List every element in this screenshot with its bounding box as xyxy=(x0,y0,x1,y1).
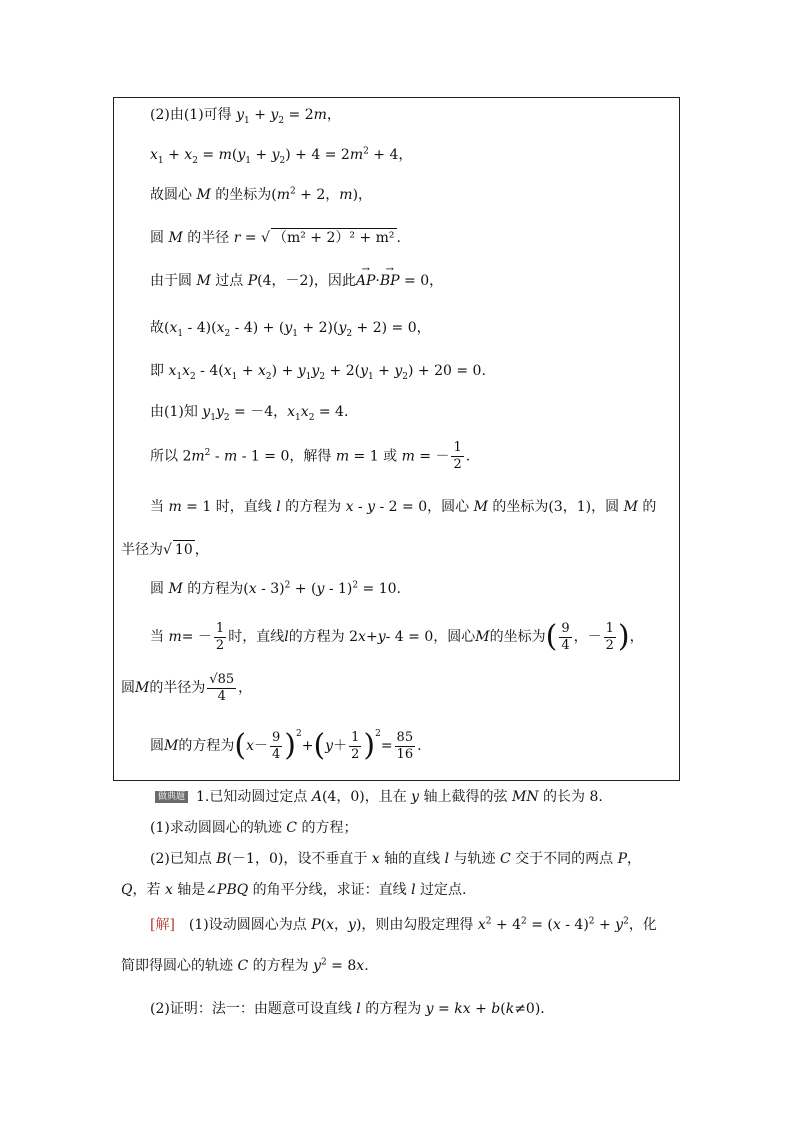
sub: 2 xyxy=(190,371,196,382)
text: 过点 xyxy=(210,273,248,289)
right-paren: ) xyxy=(363,728,376,763)
text: 的方程为 xyxy=(280,499,346,515)
sub: 2 xyxy=(265,371,272,382)
text: 圆 xyxy=(150,230,169,246)
solution-label: [解] xyxy=(150,917,175,933)
sub: 1 xyxy=(210,412,216,423)
text: 与轨迹 xyxy=(449,851,500,867)
sub: 2 xyxy=(223,412,230,423)
var: P xyxy=(311,917,321,933)
var: PBQ xyxy=(217,882,249,898)
text: = xyxy=(240,230,262,246)
text: ， xyxy=(627,851,642,867)
text: (4，－2)，因此 xyxy=(257,273,356,289)
text: + 4 xyxy=(491,917,522,933)
solution-line-4 xyxy=(150,228,401,247)
text: ) + 4 = 2 xyxy=(285,147,350,163)
text: (4，0)，且在 xyxy=(321,789,412,805)
fraction xyxy=(604,621,616,654)
var: l xyxy=(411,882,416,898)
text: = 0， xyxy=(399,273,444,289)
text: . xyxy=(364,958,369,974)
left-paren: ( xyxy=(313,728,326,763)
sub: 1 xyxy=(176,371,183,382)
text: - xyxy=(353,499,368,515)
var: y xyxy=(338,320,347,336)
var: A xyxy=(311,789,322,805)
fraction xyxy=(559,621,571,654)
text: 时，直线 xyxy=(228,629,285,645)
text: = ( xyxy=(526,917,553,933)
sub: 1 xyxy=(305,371,312,382)
var: y xyxy=(377,629,386,645)
numerator: 85 xyxy=(396,729,414,745)
text: - 1) xyxy=(324,581,353,597)
text: 轴的直线 xyxy=(379,851,445,867)
text: ) + 20 = 0. xyxy=(408,363,486,379)
sub: 2 xyxy=(192,155,198,166)
text: ， xyxy=(334,917,349,933)
text: (－1，0)，设不垂直于 xyxy=(226,851,372,867)
var: Q xyxy=(121,882,133,898)
var: y xyxy=(316,581,325,597)
text: )， xyxy=(352,187,373,203)
solution-line-2 xyxy=(150,146,412,164)
var: l xyxy=(356,1001,361,1017)
var: x xyxy=(477,917,486,933)
sub: 2 xyxy=(278,115,285,126)
var: y xyxy=(284,320,293,336)
left-paren: ( xyxy=(234,728,247,763)
text: + xyxy=(237,363,259,379)
text: 半径为 xyxy=(121,542,163,558)
var: y xyxy=(348,917,356,933)
var: y xyxy=(425,1001,434,1017)
solution-line-15: 圆 M 的方程为 ( x － $\frac{9}{4}$ ) 2 + ( y ＋ $\frac{1}{2}$ ) 2 = $\frac{85}{16}$ . xyxy=(150,728,422,763)
denominator: 2 xyxy=(453,457,462,472)
text: 的方程； xyxy=(297,820,358,836)
text: ≠0). xyxy=(514,1001,545,1017)
text: ) + xyxy=(271,363,298,379)
right-paren: ) xyxy=(617,619,630,654)
text: - 1 = 0，解得 xyxy=(237,448,336,465)
var: M xyxy=(168,581,183,597)
denominator: 16 xyxy=(396,746,414,762)
text: - 2 = 0，圆心 xyxy=(375,499,474,515)
text: 由于圆 xyxy=(150,273,197,289)
text: 的方程为 xyxy=(360,1001,426,1017)
question-line-3 xyxy=(150,850,641,868)
var: m xyxy=(191,448,205,465)
text: = xyxy=(380,738,393,754)
text: + xyxy=(373,363,395,379)
text: 即 xyxy=(150,363,169,379)
var: x xyxy=(168,363,177,379)
text: - 4 = 0，圆心 xyxy=(385,629,476,645)
sub: 2 xyxy=(224,328,231,339)
sqrt-sign: √ xyxy=(261,230,270,246)
var: k xyxy=(454,1001,463,1017)
var: y xyxy=(311,363,320,379)
denominator: 2 xyxy=(605,637,614,653)
var: x xyxy=(258,363,266,379)
numerator: 1 xyxy=(605,620,614,636)
left-paren: ( xyxy=(545,619,558,654)
solution-line-5 xyxy=(150,272,443,290)
text: (1)求动圆圆心的轨迹 xyxy=(150,820,287,836)
text: ( xyxy=(320,917,327,933)
var: m xyxy=(168,499,182,515)
text: 的长为 8. xyxy=(538,789,603,805)
text: - 4) + ( xyxy=(230,320,285,336)
dot: · xyxy=(375,273,380,289)
var: M xyxy=(168,230,183,246)
var: r xyxy=(233,230,241,246)
text: = 10. xyxy=(358,581,402,597)
text: 故( xyxy=(150,320,170,336)
numerator: 1 xyxy=(215,620,225,636)
var: m xyxy=(313,107,327,123)
text: ＋ xyxy=(333,738,348,754)
fraction xyxy=(349,730,361,763)
var: M xyxy=(473,499,488,515)
vector-ap: → AP xyxy=(356,272,376,290)
var: x xyxy=(371,851,380,867)
text: (2)已知点 xyxy=(150,851,217,867)
sub: 1 xyxy=(295,412,301,423)
text: + 4， xyxy=(368,147,413,163)
var: x xyxy=(184,147,193,163)
radicand: （m² + 2）² + m² xyxy=(272,230,395,246)
var: y xyxy=(297,363,306,379)
solution-line-7 xyxy=(150,362,486,380)
text: . xyxy=(465,448,471,465)
text: (2)证明：法一：由题意可设直线 xyxy=(150,1001,357,1017)
denominator: 4 xyxy=(561,637,570,653)
var: x xyxy=(462,1001,471,1017)
sup: 2 xyxy=(290,186,296,197)
numerator: 1 xyxy=(351,729,360,745)
var: M xyxy=(475,629,490,645)
sub: 1 xyxy=(231,371,238,382)
var: k xyxy=(505,1001,515,1017)
text: 过定点. xyxy=(415,882,467,898)
text: 的方程为 2 xyxy=(288,629,359,645)
text: = 1 时，直线 xyxy=(181,499,277,515)
answer-line-1 xyxy=(150,916,657,934)
text: + xyxy=(250,147,272,163)
var: MN xyxy=(511,789,539,805)
text: 的方程为 xyxy=(248,958,314,974)
fraction xyxy=(207,672,236,705)
solution-line-6 xyxy=(150,319,431,337)
sub: 2 xyxy=(346,328,353,339)
text: = xyxy=(197,147,219,163)
text: ( xyxy=(231,147,238,163)
denominator: 4 xyxy=(271,746,281,762)
text: 当 xyxy=(150,499,169,515)
text: = xyxy=(433,1001,455,1017)
text: = 2 xyxy=(284,107,314,123)
solution-line-14 xyxy=(121,668,252,708)
text: + 2) = 0， xyxy=(352,320,431,336)
text: ，－ xyxy=(573,629,602,645)
text: - xyxy=(210,448,225,465)
text: 的方程为( xyxy=(182,581,249,597)
var: l xyxy=(284,629,289,645)
text: 的半径 xyxy=(182,230,234,246)
var: x xyxy=(552,917,561,933)
text: ， xyxy=(194,542,209,558)
text: + ( xyxy=(290,581,317,597)
question-line-4 xyxy=(121,881,467,899)
sqrt-sign: √ xyxy=(163,542,172,558)
denominator: 4 xyxy=(217,688,226,704)
sup: 2 xyxy=(321,957,327,968)
var: y xyxy=(202,404,211,420)
var: m xyxy=(349,147,364,163)
sub: 1 xyxy=(177,328,184,339)
text: ， xyxy=(629,629,644,645)
text: - 3) xyxy=(256,581,285,597)
answer-line-2 xyxy=(121,957,369,975)
solution-line-10 xyxy=(150,498,656,516)
var: y xyxy=(325,738,334,754)
var: x xyxy=(358,629,366,645)
text: ，化 xyxy=(628,917,657,933)
sub: 2 xyxy=(308,412,315,423)
sup: 2 xyxy=(521,916,527,927)
text: + 2( xyxy=(325,363,361,379)
var: y xyxy=(367,499,376,515)
var: x xyxy=(248,581,257,597)
var: P xyxy=(617,851,628,867)
var: P xyxy=(247,273,258,289)
sub: 2 xyxy=(319,371,326,382)
text: (1)设动圆圆心为点 xyxy=(174,917,312,933)
text: － xyxy=(253,738,268,754)
answer-line-3 xyxy=(150,1000,545,1018)
solution-line-9 xyxy=(150,440,470,473)
sub: 1 xyxy=(367,371,374,382)
text: 所以 2 xyxy=(150,448,192,465)
var: m xyxy=(335,448,350,465)
text: 故圆心 xyxy=(150,187,197,203)
var: b xyxy=(491,1001,501,1017)
var: m xyxy=(218,147,232,163)
var: y xyxy=(615,917,624,933)
text: 简即得圆心的轨迹 xyxy=(121,958,238,974)
sub: 1 xyxy=(244,115,250,126)
numerator: √85 xyxy=(209,671,235,687)
text: 交于不同的两点 xyxy=(510,851,618,867)
solution-line-11 xyxy=(121,540,209,559)
denominator: 2 xyxy=(351,746,360,762)
example-badge: 做典题 xyxy=(155,791,188,803)
text: 轴是∠ xyxy=(172,882,218,898)
var: x xyxy=(150,147,158,163)
text: 圆 xyxy=(150,738,164,754)
text: + xyxy=(301,738,314,754)
text: 的半径为 xyxy=(149,680,206,696)
var: y xyxy=(394,363,403,379)
text: 轴上截得的弦 xyxy=(419,789,512,805)
solution-line-3 xyxy=(150,186,372,204)
text: + 2， xyxy=(295,187,340,203)
var: x xyxy=(300,404,309,420)
sup: 2 xyxy=(623,916,629,927)
text: - 4)( xyxy=(183,320,217,336)
sub: 1 xyxy=(157,155,164,166)
var: C xyxy=(286,820,297,836)
numerator: 9 xyxy=(271,729,281,745)
text: 的坐标为 xyxy=(489,629,546,645)
var: m xyxy=(276,187,290,203)
text: + xyxy=(470,1001,492,1017)
text: 的坐标为( xyxy=(210,187,277,203)
var: m xyxy=(224,448,238,465)
text: 由(1)知 xyxy=(150,404,203,420)
fraction xyxy=(451,440,463,473)
var: y xyxy=(313,958,321,974)
text: = － xyxy=(414,448,450,465)
solution-line-13 xyxy=(150,620,644,654)
var: M xyxy=(623,499,638,515)
text: + xyxy=(163,147,185,163)
text: 的 xyxy=(637,499,657,515)
text: = －4， xyxy=(229,404,288,420)
text: ， xyxy=(238,680,253,696)
var: y xyxy=(411,789,420,805)
var: x xyxy=(246,738,254,754)
var: y xyxy=(360,363,368,379)
var: l xyxy=(444,851,450,867)
text: 当 xyxy=(150,629,164,645)
sub: 2 xyxy=(402,371,409,382)
var: m xyxy=(339,187,353,203)
vector-bp: → BP xyxy=(380,272,400,290)
text: 的方程为 xyxy=(178,738,235,754)
question-line-1 xyxy=(155,788,603,806)
var: x xyxy=(164,882,173,898)
sup: 2 xyxy=(204,447,211,458)
var: x xyxy=(182,363,190,379)
text: = 8 xyxy=(326,958,357,974)
solution-line-1 xyxy=(150,106,341,124)
text: = 1 或 xyxy=(349,448,402,465)
var: x xyxy=(169,320,178,336)
numerator: 9 xyxy=(561,620,570,636)
var: y xyxy=(215,404,224,420)
solution-line-12 xyxy=(150,580,401,598)
var: m xyxy=(401,448,415,465)
radicand: 10 xyxy=(174,542,193,558)
var: M xyxy=(196,273,211,289)
text: - 4( xyxy=(195,363,224,379)
var: M xyxy=(164,738,179,754)
var: y xyxy=(270,107,279,123)
var: C xyxy=(499,851,511,867)
text: = － xyxy=(181,629,212,645)
text: + xyxy=(594,917,616,933)
sup: 2 xyxy=(284,580,291,591)
sub: 2 xyxy=(279,155,286,166)
sub: 1 xyxy=(292,328,298,339)
text: ， xyxy=(326,107,341,123)
var: x xyxy=(326,917,335,933)
fraction xyxy=(270,730,282,763)
text: ，若 xyxy=(132,882,165,898)
var: B xyxy=(216,851,227,867)
sup: 2 xyxy=(352,580,359,591)
var: x xyxy=(223,363,232,379)
text: - 4) xyxy=(560,917,589,933)
var: x xyxy=(287,404,296,420)
sup: 2 xyxy=(588,916,595,927)
denominator: 2 xyxy=(215,637,225,653)
var: x xyxy=(356,958,365,974)
var: x xyxy=(345,499,354,515)
solution-line-8 xyxy=(150,403,348,421)
text: . xyxy=(417,738,422,754)
text: + xyxy=(249,107,271,123)
var: M xyxy=(135,680,150,696)
fraction xyxy=(214,621,226,654)
var: x xyxy=(216,320,225,336)
text: 圆 xyxy=(150,581,169,597)
numerator: 1 xyxy=(453,440,462,455)
fraction xyxy=(395,730,416,763)
var: C xyxy=(237,958,249,974)
text: (2)由(1)可得 xyxy=(150,107,237,123)
var: m xyxy=(168,629,182,645)
text: 的角平分线，求证：直线 xyxy=(248,882,412,898)
sub: 1 xyxy=(245,155,251,166)
var: y xyxy=(236,107,245,123)
text: )，则由勾股定理得 xyxy=(355,917,478,933)
var: M xyxy=(196,187,211,203)
text: = 4. xyxy=(314,404,349,420)
text: + xyxy=(365,629,378,645)
text: + 2)( xyxy=(297,320,339,336)
text: 的坐标为(3，1)，圆 xyxy=(487,499,624,515)
text: . xyxy=(396,230,401,246)
var: y xyxy=(237,147,246,163)
var: l xyxy=(276,499,281,515)
right-paren: ) xyxy=(284,728,296,763)
text: 1.已知动圆过定点 xyxy=(196,789,312,805)
text: 圆 xyxy=(121,680,135,696)
sup: 2 xyxy=(485,916,492,927)
sup: 2 xyxy=(363,146,369,157)
var: y xyxy=(271,147,280,163)
question-line-2 xyxy=(150,819,357,837)
text: ( xyxy=(500,1001,506,1017)
